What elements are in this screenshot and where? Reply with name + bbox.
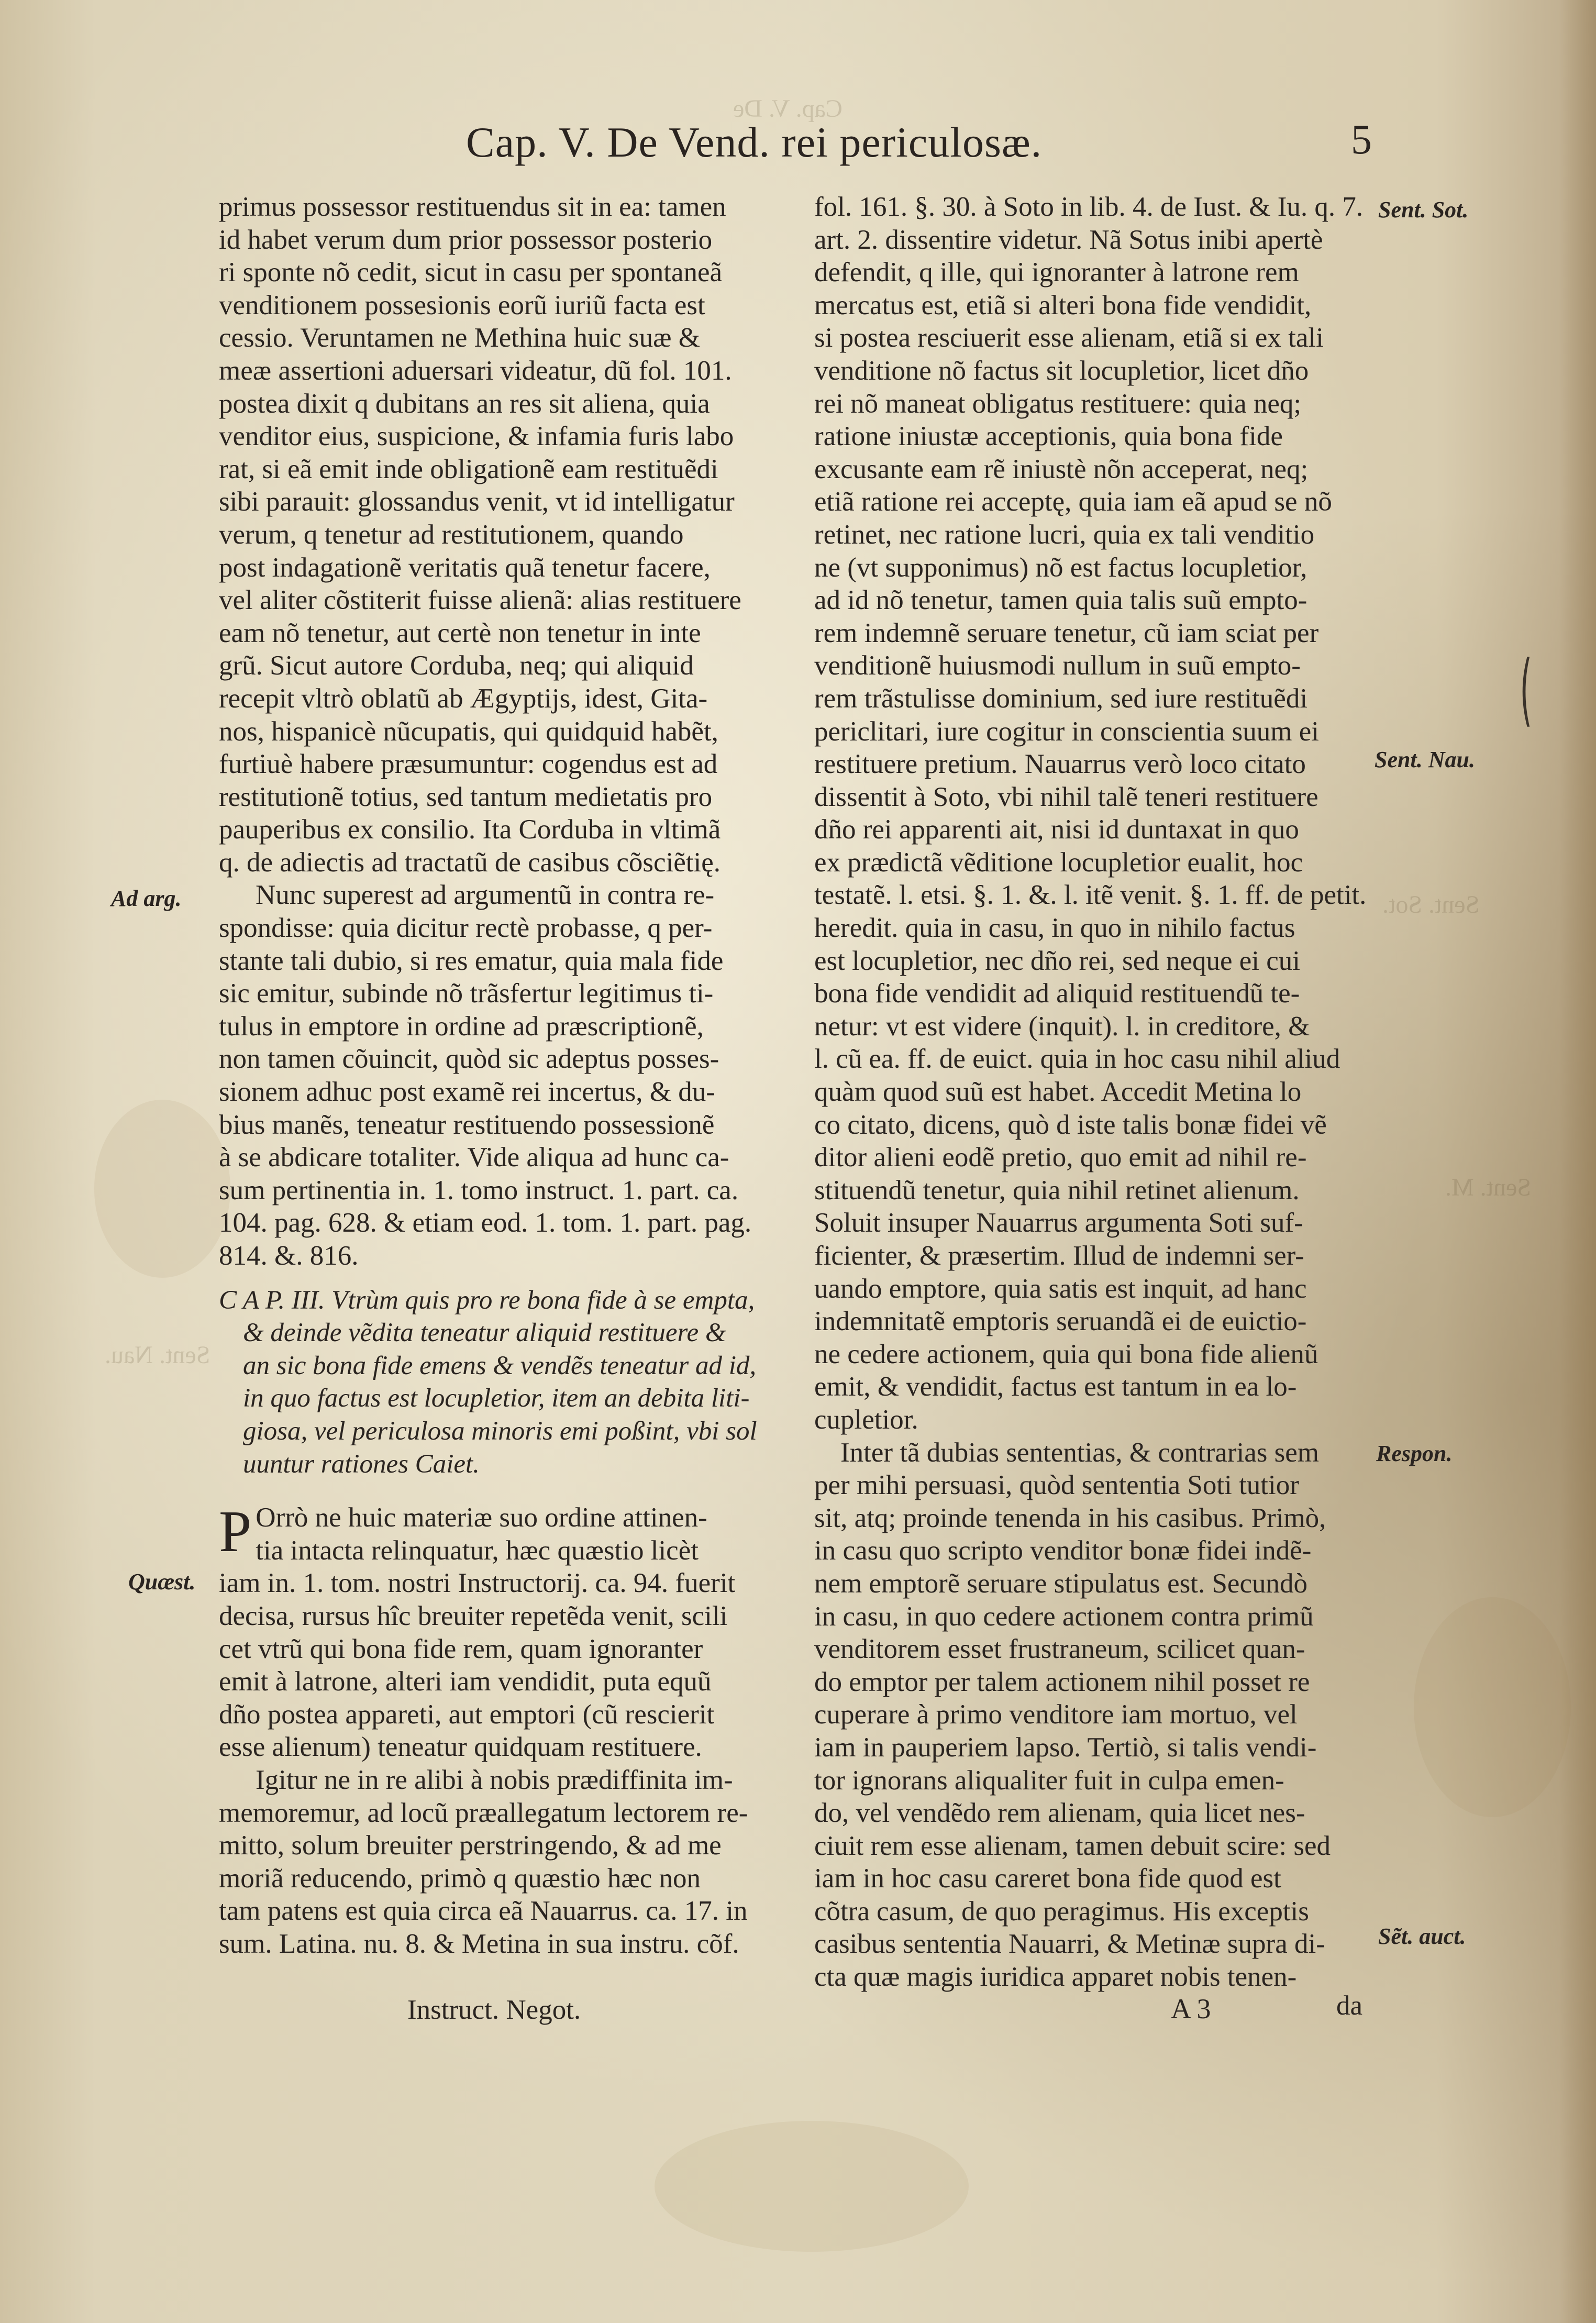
show-through-text: Cap. V. De [733, 95, 843, 123]
text-line: ne cedere actionem, quia qui bona fide alienũ [814, 1339, 1318, 1369]
text-line: Inter tã dubias sententias, & contrarias sem [840, 1437, 1319, 1468]
paper-stain [655, 2121, 969, 2252]
text-line: cuperare à primo venditore iam mortuo, vel [814, 1699, 1298, 1730]
text-line: à se abdicare totaliter. Vide aliqua ad hunc ca- [219, 1142, 729, 1173]
text-line: q. de adiectis ad tractatũ de casibus cõsciẽtię. [219, 847, 721, 878]
text-line: sic emitur, subinde nõ trãsfertur legitimus ti- [219, 978, 714, 1009]
text-line: Orrò ne huic materiæ suo ordine attinen- [256, 1502, 707, 1533]
text-line: iam in. 1. tom. nostri Instructorij. ca. 94. fuerit [219, 1568, 736, 1599]
text-line: iam in pauperiem lapso. Tertiò, si talis vendi- [814, 1732, 1317, 1763]
margin-note-sent-sot: Sent. Sot. [1378, 197, 1469, 223]
text-line: dño rei apparenti ait, nisi id duntaxat in quo [814, 814, 1299, 845]
left-column [219, 191, 821, 1960]
right-paragraph-2 [814, 1436, 1375, 1994]
text-line: tia intacta relinquatur, hæc quæstio licèt [256, 1535, 699, 1566]
left-paragraph-3 [219, 1501, 821, 1764]
text-line: ad id nõ tenetur, tamen quia talis suũ empto- [814, 585, 1307, 616]
text-line: recepit vltrò oblatũ ab Ægyptijs, idest, Gita- [219, 683, 708, 714]
heading-line: C A P. III. Vtrùm quis pro re bona fide à se empta, [219, 1285, 755, 1315]
text-line: excusante eam rẽ iniustè nõn acceperat, neq; [814, 453, 1309, 484]
text-line: netur: vt est videre (inquit). l. in creditore, & [814, 1011, 1310, 1042]
text-line: nem emptorẽ seruare stipulatus est. Secundò [814, 1568, 1307, 1599]
text-line: cõtra casum, de quo peragimus. His exceptis [814, 1896, 1309, 1927]
text-line: restitutionẽ totius, sed tantum medietatis pro [219, 781, 713, 812]
text-line: grũ. Sicut autore Corduba, neq; qui aliquid [219, 650, 694, 681]
text-line: decisa, rursus hîc breuiter repetẽda venit, scili [219, 1600, 728, 1631]
left-paragraph-2 [219, 879, 821, 912]
text-line: venditionem possesionis eorũ iuriũ facta est [219, 290, 705, 320]
text-line: fol. 161. §. 30. à Soto in lib. 4. de Iust. & Iu. q. 7. [814, 192, 1364, 222]
text-line: tam patens est quia circa eã Nauarrus. ca. 17. in [219, 1896, 748, 1927]
margin-note-ad-arg: Ad arg. [111, 886, 182, 911]
margin-note-sent-nau: Sent. Nau. [1375, 747, 1475, 772]
text-line: primus possessor restituendus sit in ea: tamen [219, 192, 726, 222]
text-line: Igitur ne in re alibi à nobis prædiffinita im- [256, 1764, 733, 1795]
text-line: id habet verum dum prior possessor posterio [219, 224, 713, 255]
text-line: testatẽ. l. etsi. §. 1. &. l. itẽ venit. §. 1. ff. de petit. [814, 880, 1367, 911]
text-line: ficienter, & præsertim. Illud de indemni ser- [814, 1241, 1304, 1271]
text-line: cupletior. [814, 1404, 918, 1435]
text-line: verum, q tenetur ad restitutionem, quando [219, 519, 684, 550]
text-line: dissentit à Soto, vbi nihil talẽ teneri restituere [814, 781, 1318, 812]
left-paragraph-1 [219, 191, 821, 879]
spacer [219, 1480, 821, 1501]
text-line: esse alienum) teneatur quidquam restituere. [219, 1732, 702, 1763]
left-paragraph-4 [219, 1764, 821, 1961]
right-column [814, 191, 1375, 1994]
paper-stain [94, 1100, 230, 1278]
text-line: mercatus est, etiã si alteri bona fide vendidit, [814, 290, 1312, 320]
page-edge-shadow [1559, 0, 1596, 2323]
text-line: non tamen cõuincit, quòd sic adeptus posses- [219, 1044, 719, 1075]
text-line: cta quæ magis iuridica apparet nobis tenen- [814, 1962, 1297, 1993]
text-line: tor ignorans aliqualiter fuit in culpa emen- [814, 1765, 1284, 1796]
text-line: memoremur, ad locũ præallegatum lectorem re- [219, 1797, 748, 1828]
text-line: pauperibus ex consilio. Ita Corduba in vltimã [219, 814, 721, 845]
text-line: nos, hispanicè nũcupatis, qui quidquid habẽt, [219, 716, 718, 747]
text-line: emit à latrone, alteri iam vendidit, puta equũ [219, 1666, 712, 1697]
text-line: venditione nõ factus sit locupletior, licet dño [814, 355, 1309, 386]
text-line: art. 2. dissentire videtur. Nã Sotus inibi apertè [814, 224, 1323, 255]
heading-line: & deinde vẽdita teneatur aliquid restituere & [243, 1318, 726, 1348]
heading-line: giosa, vel periculosa minoris emi poßint, vbi sol [243, 1416, 757, 1446]
text-line: co citato, dicens, quò d iste talis bonæ fidei vẽ [814, 1109, 1327, 1140]
show-through-text: Sent. Sot. [1382, 891, 1480, 919]
text-line: vel aliter cõstiterit fuisse alienã: alias restituere [219, 585, 741, 616]
text-line: rem trãstulisse dominium, sed iure restituẽdi [814, 683, 1308, 714]
text-line: venditorem esset frustraneum, scilicet quan- [814, 1634, 1305, 1665]
text-line: sit, atq; proinde tenenda in his casibus. Primò, [814, 1502, 1326, 1533]
text-line: ne (vt supponimus) nõ est factus locupletior, [814, 552, 1307, 583]
text-line: mitto, solum breuiter perstringendo, & ad me [219, 1830, 722, 1861]
text-line: ratione iniustæ acceptionis, quia bona fide [814, 421, 1283, 452]
text-line: heredit. quia in casu, in quo in nihilo factus [814, 913, 1295, 944]
text-line: moriã reducendo, primò q quæstio hæc non [219, 1863, 701, 1894]
text-line: defendit, q ille, qui ignoranter à latrone rem [814, 257, 1299, 288]
text-line: Soluit insuper Nauarrus argumenta Soti suf- [814, 1208, 1303, 1238]
paper-stain [1414, 1597, 1571, 1817]
signature-mark: A 3 [1171, 1993, 1211, 2025]
page-number: 5 [1351, 117, 1372, 163]
left-paragraph-2-body [219, 912, 821, 1273]
text-line: Nunc superest ad argumentũ in contra re- [256, 880, 715, 911]
text-line: iam in hoc casu careret bona fide quod est [814, 1863, 1281, 1894]
text-line: sibi parauit: glossandus venit, vt id intelligatur [219, 486, 735, 517]
spacer [219, 1273, 821, 1284]
heading-line: in quo factus est locupletior, item an debita liti- [243, 1384, 750, 1413]
text-line: si postea resciuerit esse alienam, etiã si ex tali [814, 323, 1324, 353]
margin-note-quaest: Quæst. [128, 1569, 196, 1595]
text-line: do emptor per talem actionem nihil posset re [814, 1666, 1310, 1697]
text-line: stante tali dubio, si res ematur, quia mala fide [219, 945, 724, 976]
text-line: est locupletior, nec dño rei, sed neque ei cui [814, 945, 1300, 976]
text-line: sionem adhuc post examẽ rei incertus, & du- [219, 1077, 715, 1108]
margin-note-sent-auct: Sẽt. auct. [1378, 1923, 1466, 1949]
text-line: casibus sententia Nauarri, & Metinæ supra di- [814, 1929, 1325, 1960]
text-line: furtiuè habere præsumuntur: cogendus est ad [219, 749, 718, 780]
text-line: in casu quo scripto venditor bonæ fidei indẽ- [814, 1535, 1312, 1566]
text-line: 104. pag. 628. & etiam eod. 1. tom. 1. part. pag. [219, 1208, 752, 1238]
text-line: per mihi persuasi, quòd sententia Soti tutior [814, 1470, 1299, 1501]
text-line: meæ assertioni aduersari videatur, dũ fol. 101. [219, 355, 732, 386]
text-line: 814. &. 816. [219, 1241, 359, 1271]
text-line: ditor alieni eodẽ pretio, quo emit ad nihil re- [814, 1142, 1307, 1173]
text-line: do, vel vendẽdo rem alienam, quia licet nes- [814, 1798, 1305, 1829]
text-line: ex prædictã vẽditione locupletior eualit, hoc [814, 847, 1303, 878]
text-line: venditionẽ huiusmodi nullum in suũ empto- [814, 650, 1301, 681]
text-line: bius manẽs, teneatur restituendo possessionẽ [219, 1109, 715, 1140]
heading-line: an sic bona fide emens & vendẽs teneatur ad id, [243, 1351, 757, 1380]
text-line: cessio. Veruntamen ne Methina huic suæ & [219, 323, 700, 353]
text-line: periclitari, iure cogitur in conscientia suum ei [814, 716, 1319, 747]
text-line: rat, si eã emit inde obligationẽ eam restituẽdi [219, 453, 718, 484]
text-line: emit, & vendidit, factus est tantum in ea lo- [814, 1371, 1297, 1402]
text-line: spondisse: quia dicitur rectè probasse, q per- [219, 913, 713, 944]
text-line: indemnitatẽ emptoris seruandã ei de euictio- [814, 1306, 1307, 1337]
text-line: restituere pretium. Nauarrus verò loco citato [814, 749, 1306, 780]
right-paragraph-1 [814, 191, 1375, 1436]
margin-note-respon: Respon. [1376, 1441, 1453, 1466]
text-line: retinet, nec ratione lucri, quia ex tali venditio [814, 519, 1315, 550]
text-line: sum. Latina. nu. 8. & Metina in sua instru. cõf. [219, 1928, 739, 1959]
text-line: ciuit rem esse alienam, tamen debuit scire: sed [814, 1830, 1331, 1861]
text-line: cet vtrũ qui bona fide rem, quam ignoranter [219, 1633, 703, 1664]
text-line: l. cũ ea. ff. de euict. quia in hoc casu nihil aliud [814, 1044, 1340, 1075]
text-line: post indagationẽ veritatis quã tenetur facere, [219, 552, 711, 583]
text-line: rei nõ maneat obligatus restituere: quia neq; [814, 388, 1302, 419]
running-head: Cap. V. De Vend. rei periculosæ. [466, 118, 1043, 166]
text-line: venditor eius, suspicione, & infamia furis labo [219, 421, 734, 452]
drop-capital: P [219, 1499, 252, 1565]
margin-bracket-mark: ( [1520, 644, 1532, 735]
catchword-left: Instruct. Negot. [407, 1995, 581, 2025]
text-line: dño postea appareti, aut emptori (cũ rescierit [219, 1699, 715, 1730]
text-line: in casu, in quo cedere actionem contra primũ [814, 1601, 1314, 1632]
catchword-right: da [1336, 1990, 1363, 2021]
text-line: stituendũ tenetur, quia nihil retinet alienum. [814, 1175, 1300, 1205]
text-line: tulus in emptore in ordine ad præscriptionẽ, [219, 1011, 704, 1042]
show-through-text: Sent. M. [1445, 1174, 1532, 1201]
heading-line: uuntur rationes Caiet. [243, 1449, 480, 1479]
text-line: eam nõ tenetur, aut certè non tenetur in inte [219, 617, 701, 648]
text-line: bona fide vendidit ad aliquid restituendũ te- [814, 978, 1300, 1009]
text-line: etiã ratione rei acceptę, quia iam eã apud se nõ [814, 486, 1332, 517]
text-line: postea dixit q dubitans an res sit aliena, quia [219, 388, 710, 419]
show-through-text: Sent. Nau. [105, 1341, 210, 1369]
text-line: quàm quod suũ est habet. Accedit Metina lo [814, 1077, 1302, 1108]
text-line: uando emptore, quia satis est inquit, ad hanc [814, 1273, 1307, 1304]
chapter-heading [219, 1284, 821, 1481]
text-line: sum pertinentia in. 1. tomo instruct. 1. part. ca. [219, 1175, 739, 1205]
text-line: rem indemnẽ seruare tenetur, cũ iam sciat per [814, 617, 1319, 648]
text-line: ri sponte nõ cedit, sicut in casu per spontaneã [219, 257, 723, 288]
